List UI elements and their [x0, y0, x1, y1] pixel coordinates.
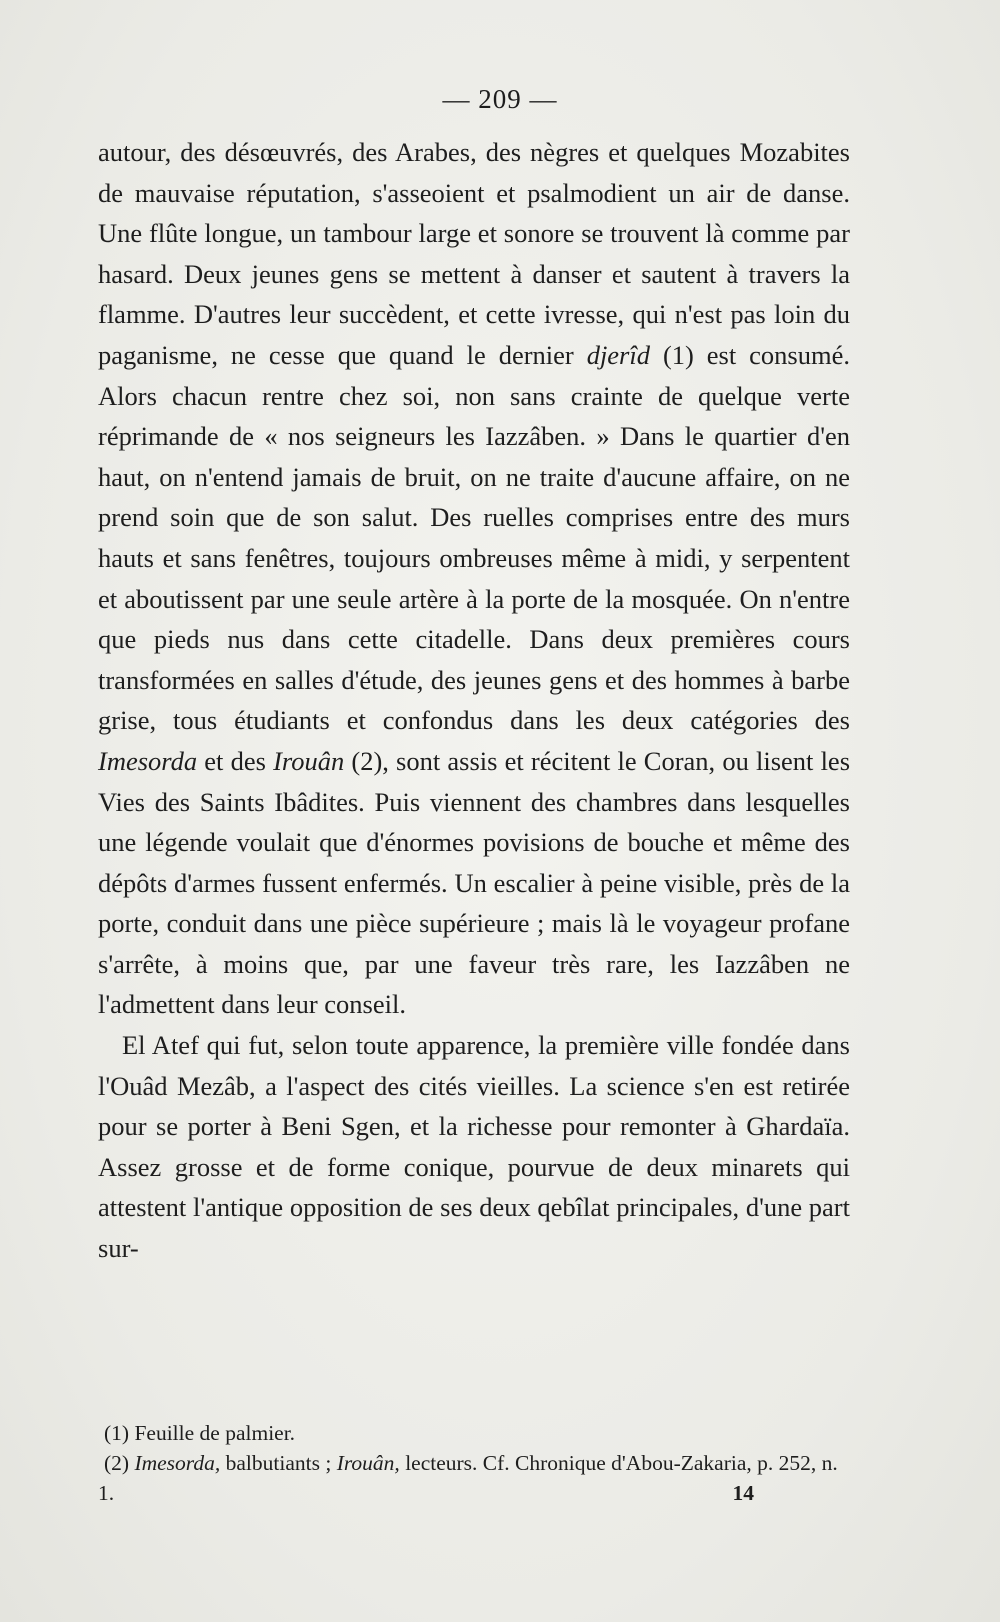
paragraph-1-part-1: autour, des désœuvrés, des Arabes, des nègres et quelques Mozabites de mauvaise réputation, s'asseoient et psalmodient un air de danse. Une flûte longue, un tambour large et sonore se trouvent là comme par hasard. Deux jeunes gens se mettent à danser et sautent à travers la flamme. D'autres leur succèdent, et cette ivresse, qui n'est pas loin du paganisme, ne cesse que quand le dernier	[98, 137, 850, 370]
paragraph-1	[98, 132, 850, 1025]
footnote-2-text-1: balbutiants ;	[220, 1451, 337, 1475]
body-text	[98, 132, 850, 1269]
footnote-2-text-2: lecteurs. Cf. Chronique d'Abou-Zakaria, p. 252, n. 1.	[98, 1451, 838, 1505]
paragraph-1-part-3: et des	[197, 745, 274, 776]
footnote-2-marker: (2)	[104, 1451, 135, 1475]
signature-mark: 14	[732, 1481, 754, 1505]
paragraph-1-part-2: (1) est consumé. Alors chacun rentre chez soi, non sans crainte de quelque verte réprimande de « nos seigneurs les Iazzâben. » Dans le quartier d'en haut, on n'entend jamais de bruit, on ne traite d'aucune affaire, on ne prend soin que de son salut. Des ruelles comprises entre des murs hauts et sans fenêtres, toujours ombreuses même à midi, y serpentent et aboutissent par une seule artère à la porte de la mosquée. On n'entre que pieds nus dans cette citadelle. Dans deux premières cours transformées en salles d'étude, des jeunes gens et des hommes à barbe grise, tous étudiants et confondus dans les deux catégories des	[98, 339, 850, 736]
footnote-1: (1) Feuille de palmier.	[104, 1421, 296, 1445]
term-djerid: djerîd	[586, 339, 650, 370]
footnotes	[98, 1418, 850, 1508]
term-imesorda: Imesorda	[98, 745, 198, 776]
footnote-2-term-2: Irouân,	[336, 1451, 400, 1475]
page-number: — 209 —	[442, 84, 558, 114]
term-irouan: Irouân	[273, 745, 345, 776]
footnote-2	[98, 1448, 850, 1508]
footnote-2-term-1: Imesorda,	[134, 1451, 221, 1475]
paragraph-1-part-4: (2), sont assis et récitent le Coran, ou lisent les Vies des Saints Ibâdites. Puis viennent des chambres dans lesquelles une légende voulait que d'énormes povisions de bouche et même des dépôts d'armes fussent enfermés. Un escalier à peine visible, près de la porte, conduit dans une pièce supérieure ; mais là le voyageur profane s'arrête, à moins que, par une faveur très rare, les Iazzâben ne l'admettent dans leur conseil.	[98, 745, 851, 1020]
paragraph-2: El Atef qui fut, selon toute apparence, la première ville fondée dans l'Ouâd Mezâb, a l'aspect des cités vieilles. La science s'en est retirée pour se porter à Beni Sgen, et la richesse pour remonter à Ghardaïa. Assez grosse et de forme conique, pourvue de deux minarets qui attestent l'antique opposition de ses deux qebîlat principales, d'une part sur-	[98, 1030, 850, 1264]
